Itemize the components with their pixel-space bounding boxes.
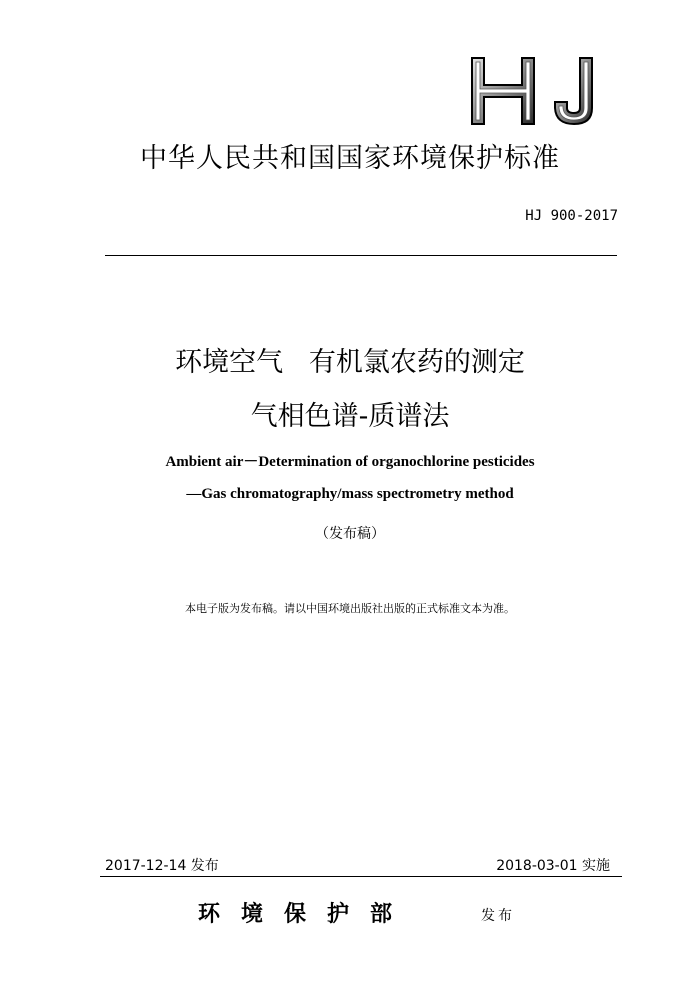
draft-label: （发布稿） bbox=[315, 526, 385, 542]
hj-logo bbox=[470, 56, 600, 126]
electronic-version-notice: 本电子版为发布稿。请以中国环境出版社出版的正式标准文本为准。 bbox=[185, 602, 515, 615]
publish-label: 发布 bbox=[481, 908, 515, 924]
hj-logo-graphic bbox=[470, 56, 600, 126]
implementation-date: 2018-03-01 实施 bbox=[496, 858, 610, 874]
issuing-authority-title: 中华人民共和国国家环境保护标准 bbox=[140, 143, 560, 174]
issue-date: 2017-12-14 发布 bbox=[105, 858, 219, 874]
footer-divider bbox=[100, 876, 622, 877]
english-title-line1: Ambient air－Determination of organochlorine pesticides bbox=[165, 454, 535, 470]
english-title-line2: —Gas chromatography/mass spectrometry method bbox=[186, 486, 514, 502]
header-divider bbox=[105, 255, 617, 256]
document-title-line2: 气相色谱-质谱法 bbox=[250, 401, 450, 432]
publisher-name: 环境保护部 bbox=[198, 901, 414, 927]
standard-code: HJ 900-2017 bbox=[525, 208, 618, 224]
document-title-line1: 环境空气 有机氯农药的测定 bbox=[175, 347, 525, 378]
